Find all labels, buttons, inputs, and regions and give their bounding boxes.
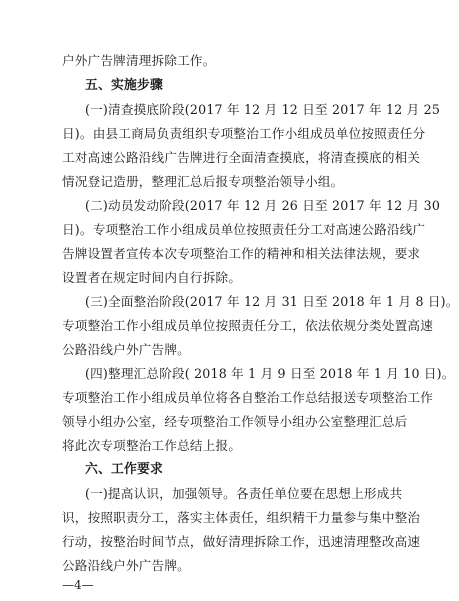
- step-3-line-3: 公路沿线户外广告牌。: [62, 342, 190, 357]
- requirement-1-line-1: (一)提高认识，加强领导。各责任单位要在思想上形成共: [85, 486, 403, 501]
- page-number: —4—: [62, 578, 94, 592]
- step-2-line-2: 日)。专项整治工作小组成员单位按照责任分工对高速公路沿线广: [62, 222, 426, 237]
- paragraph-continuation: 户外广告牌清理拆除工作。: [62, 53, 216, 68]
- step-3-line-1: (三)全面整治阶段(2017 年 12 月 31 日至 2018 年 1 月 8 日)。: [85, 294, 459, 309]
- step-2-line-4: 设置者在规定时间内自行拆除。: [62, 270, 242, 285]
- requirement-1-line-4: 公路沿线户外广告牌。: [62, 558, 190, 573]
- section-heading-work-requirements: 六、工作要求: [85, 462, 163, 477]
- step-1-line-4: 情况登记造册，整理汇总后报专项整治领导小组。: [62, 174, 344, 189]
- step-1-line-3: 工对高速公路沿线广告牌进行全面清查摸底，将清查摸底的相关: [62, 150, 421, 165]
- section-heading-implementation-steps: 五、实施步骤: [85, 78, 163, 93]
- step-2-line-3: 告牌设置者宣传本次专项整治工作的精神和相关法律法规，要求: [62, 246, 421, 261]
- step-4-line-3: 领导小组办公室，经专项整治工作领导小组办公室整理汇总后: [62, 414, 408, 429]
- step-4-line-2: 专项整治工作小组成员单位将各自整治工作总结报送专项整治工作: [62, 390, 434, 405]
- step-1-line-1: (一)清查摸底阶段(2017 年 12 月 12 日至 2017 年 12 月 25: [85, 102, 441, 117]
- step-1-line-2: 日)。由县工商局负责组织专项整治工作小组成员单位按照责任分: [62, 126, 426, 141]
- step-3-line-2: 专项整治工作小组成员单位按照责任分工，依法依规分类处置高速: [62, 318, 434, 333]
- requirement-1-line-2: 识，按照职责分工，落实主体责任，组织精干力量参与集中整治: [62, 510, 421, 525]
- step-4-line-1: (四)整理汇总阶段( 2018 年 1 月 9 日至 2018 年 1 月 10 日)。: [85, 366, 455, 381]
- requirement-1-line-3: 行动，按整治时间节点，做好清理拆除工作，迅速清理整改高速: [62, 534, 421, 549]
- step-2-line-1: (二)动员发动阶段(2017 年 12 月 26 日至 2017 年 12 月 30: [85, 198, 441, 213]
- step-4-line-4: 将此次专项整治工作总结上报。: [62, 438, 242, 453]
